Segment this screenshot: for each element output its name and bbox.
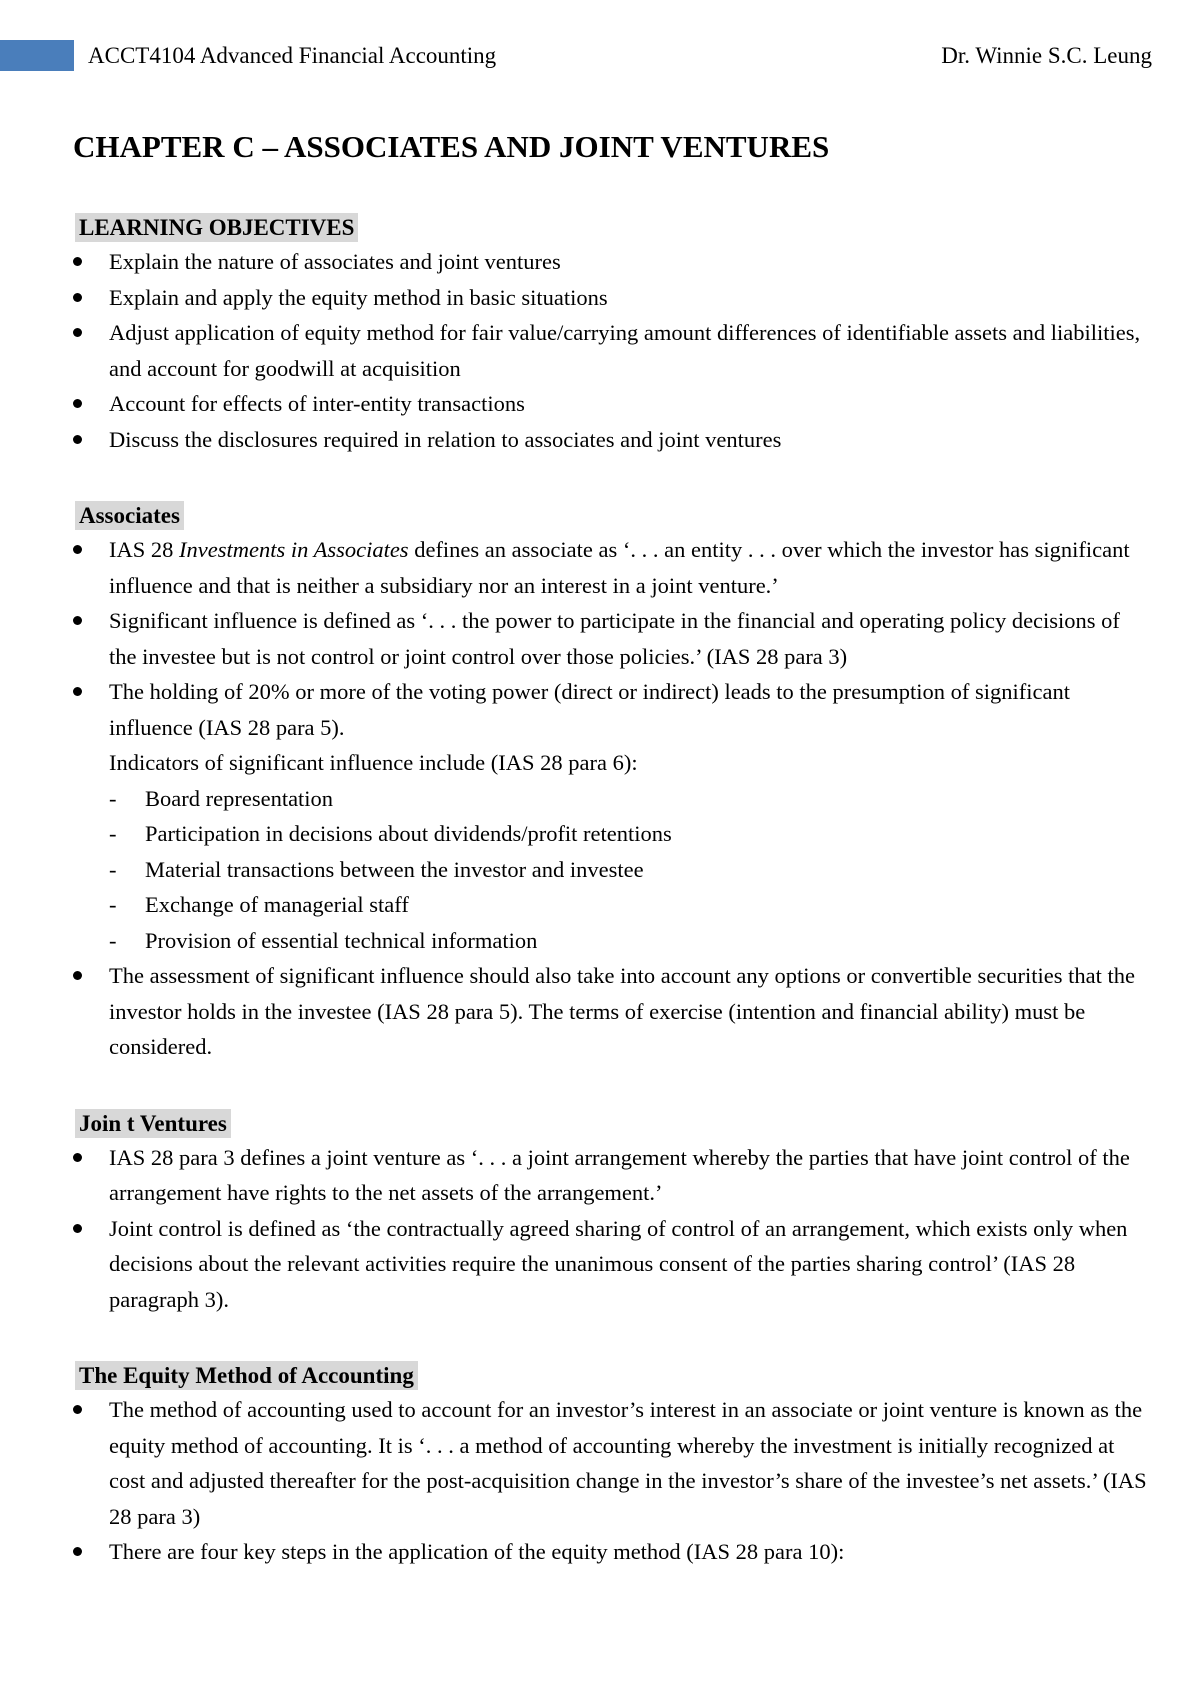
indicator-item <box>109 852 1153 888</box>
indicator-text: Material transactions between the investor and investee <box>145 856 644 882</box>
header-accent-bar <box>0 40 74 71</box>
bullet-icon <box>73 616 82 625</box>
list-item-text: The method of accounting used to account for an investor’s interest in an associate or joint venture is known as the equity method of accounting. It is ‘. . . a method of accounting whereby the investment is initially recognized at cost and adjusted thereafter for the post-acquisition change in the investor’s share of the investee’s net assets.’ (IAS 28 para 3) <box>109 1397 1147 1529</box>
list-item <box>73 1392 1153 1534</box>
indicator-text: Board representation <box>145 785 334 811</box>
list-item <box>73 674 1153 958</box>
list-item <box>73 958 1153 1065</box>
list-item-text: The holding of 20% or more of the voting power (direct or indirect) leads to the presumption of significant influence (IAS 28 para 5). <box>109 679 1070 740</box>
list-item-text: IAS 28 para 3 defines a joint venture as ‘. . . a joint arrangement whereby the parties that have joint control of the arrangement have rights to the net assets of the arrangement.’ <box>109 1144 1130 1205</box>
list-item-text: Adjust application of equity method for fair value/carrying amount differences of identifiable assets and liabilities, and account for goodwill at acquisition <box>109 320 1141 381</box>
list-item-text: Explain and apply the equity method in basic situations <box>109 284 608 310</box>
bullet-icon <box>73 435 82 444</box>
list-item-text: Explain the nature of associates and joint ventures <box>109 249 561 274</box>
bullet-icon <box>73 1153 82 1162</box>
associate-definition-prefix: IAS 28 <box>109 537 180 562</box>
joint-ventures-list <box>73 1140 1153 1318</box>
joint-ventures-heading: Join t Ventures <box>75 1109 231 1138</box>
dash-icon: - <box>109 785 117 811</box>
list-item-text: There are four key steps in the application of the equity method (IAS 28 para 10): <box>109 1539 845 1564</box>
header-author: Dr. Winnie S.C. Leung <box>941 43 1152 68</box>
equity-method-section <box>73 1361 1153 1570</box>
list-item <box>73 386 1153 422</box>
bullet-icon <box>73 1547 82 1556</box>
indicator-text: Provision of essential technical information <box>145 927 538 953</box>
indicators-intro: Indicators of significant influence include (IAS 28 para 6): <box>109 750 638 775</box>
dash-icon: - <box>109 927 117 953</box>
associate-definition-text: defines an associate as ‘. . . an entity . . . over which the investor has significant influence and that is neither a subsidiary nor an interest in a joint venture.’ <box>109 537 1130 598</box>
list-item <box>73 1140 1153 1211</box>
learning-objectives-section <box>73 213 1153 457</box>
list-item <box>73 603 1153 674</box>
dash-icon: - <box>109 856 117 882</box>
indicator-item <box>109 816 1153 852</box>
learning-objectives-list <box>73 244 1153 457</box>
joint-ventures-section <box>73 1109 1153 1318</box>
list-item-text: Discuss the disclosures required in relation to associates and joint ventures <box>109 426 782 452</box>
associates-list <box>73 532 1153 1065</box>
bullet-icon <box>73 687 82 696</box>
list-item-text: The assessment of significant influence should also take into account any options or convertible securities that the investor holds in the investee (IAS 28 para 5). The terms of exercise (intention and financial ability) must be considered. <box>109 963 1135 1059</box>
indicators-list <box>109 781 1153 959</box>
dash-icon: - <box>109 892 117 917</box>
list-item <box>73 1211 1153 1318</box>
learning-objectives-heading: LEARNING OBJECTIVES <box>75 213 358 242</box>
list-item <box>73 244 1153 280</box>
list-item-text: Account for effects of inter-entity transactions <box>109 391 525 416</box>
dash-icon: - <box>109 821 117 846</box>
document-body <box>73 125 1153 1570</box>
bullet-icon <box>73 399 82 408</box>
bullet-icon <box>73 293 82 302</box>
list-item <box>73 1534 1153 1570</box>
bullet-icon <box>73 545 82 554</box>
list-item-text: Joint control is defined as ‘the contractually agreed sharing of control of an arrangement, which exists only when decisions about the relevant activities require the unanimous consent of the parties sharing control’ (IAS 28 paragraph 3). <box>109 1215 1128 1312</box>
standard-title-italic: Investments in Associates <box>179 537 409 562</box>
list-item <box>73 532 1153 603</box>
indicator-item <box>109 923 1153 959</box>
list-item-text: Significant influence is defined as ‘. . . the power to participate in the financial and operating policy decisions of the investee but is not control or joint control over those policies.’ (IAS 28 para 3) <box>109 608 1120 669</box>
equity-method-list <box>73 1392 1153 1570</box>
bullet-icon <box>73 971 82 980</box>
bullet-icon <box>73 328 82 337</box>
chapter-title: CHAPTER C – ASSOCIATES AND JOINT VENTURES <box>73 129 830 164</box>
bullet-icon <box>73 1405 82 1414</box>
indicator-text: Participation in decisions about dividends/profit retentions <box>145 821 672 846</box>
list-item <box>73 280 1153 316</box>
associates-heading: Associates <box>75 501 184 530</box>
header-course-title: ACCT4104 Advanced Financial Accounting <box>88 43 497 68</box>
indicator-item <box>109 887 1153 923</box>
indicator-text: Exchange of managerial staff <box>145 892 409 917</box>
bullet-icon <box>73 1224 82 1233</box>
list-item <box>73 315 1153 386</box>
equity-method-heading: The Equity Method of Accounting <box>75 1361 418 1390</box>
bullet-icon <box>73 257 82 266</box>
associates-section <box>73 501 1153 1065</box>
indicator-item <box>109 781 1153 817</box>
list-item <box>73 422 1153 458</box>
